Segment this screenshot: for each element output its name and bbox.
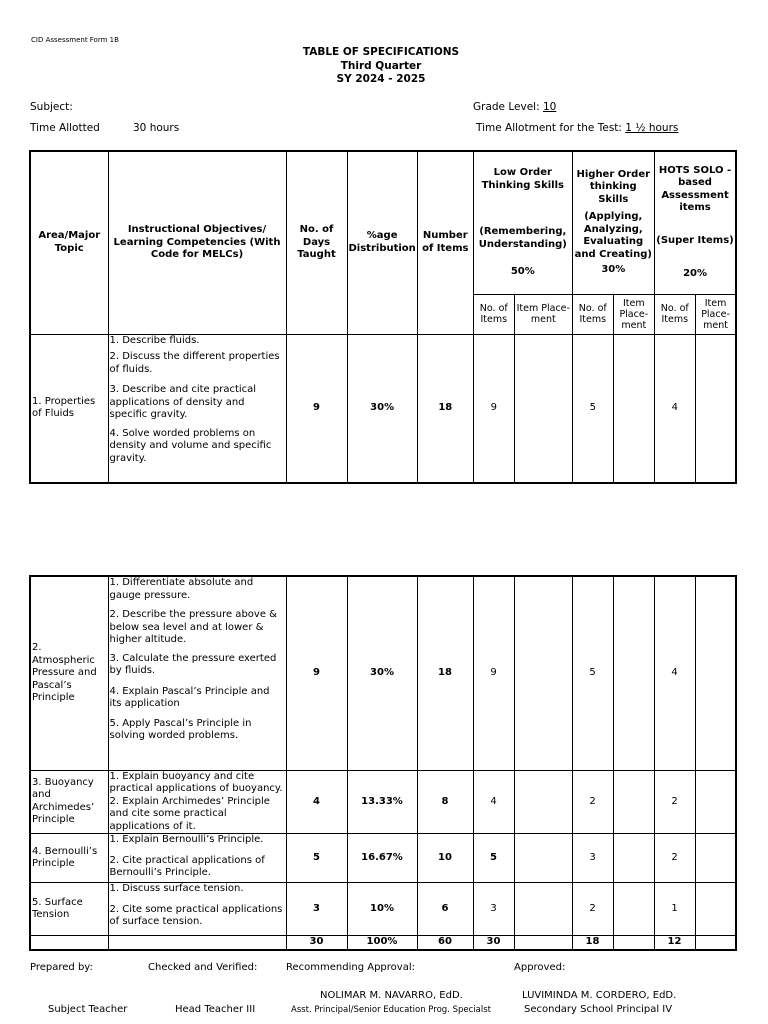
checked-label: Checked and Verified: xyxy=(148,962,258,973)
hots-placement-cell xyxy=(695,834,736,883)
totals-high-placement xyxy=(613,936,654,950)
high-no-items-header: No. of Items xyxy=(572,294,613,334)
hots-no-items-header: No. of Items xyxy=(654,294,695,334)
low-placement-cell xyxy=(514,576,572,770)
objective-item: 2. Discuss the different properties of fluids. xyxy=(109,351,280,375)
header-days: No. of Days Taught xyxy=(286,151,347,334)
subject-label: Subject: xyxy=(30,101,73,113)
items-cell: 18 xyxy=(417,334,473,483)
objective-item: 4. Explain Pascal’s Principle and its application xyxy=(109,685,270,709)
objective-item: 2. Explain Archimedes’ Principle and cite some practical applications of it. xyxy=(109,795,270,832)
hots-items-cell: 4 xyxy=(654,334,695,483)
area-cell: 2. Atmospheric Pressure and Pascal’s Principle xyxy=(30,576,108,770)
objective-item: 1. Discuss surface tension. xyxy=(109,883,244,894)
area-cell: 3. Buoyancy and Archimedes’ Principle xyxy=(30,770,108,834)
total-days: 30 xyxy=(286,936,347,950)
pct-cell: 13.33% xyxy=(347,770,417,834)
objectives-cell xyxy=(108,576,286,770)
totals-hots-placement xyxy=(695,936,736,950)
form-label: CID Assessment Form 1B xyxy=(31,36,119,44)
area-cell: 5. Surface Tension xyxy=(30,883,108,936)
low-no-items-header: No. of Items xyxy=(473,294,514,334)
head-teacher-title: Head Teacher III xyxy=(175,1004,256,1015)
low-items-cell: 4 xyxy=(473,770,514,834)
high-placement-cell xyxy=(613,576,654,770)
low-order-title: Low Order Thinking Skills xyxy=(481,167,564,191)
objectives-cell xyxy=(108,834,286,883)
low-placement-header: Item Place-ment xyxy=(514,294,572,334)
objectives-cell xyxy=(108,334,286,483)
totals-low-placement xyxy=(514,936,572,950)
high-items-cell: 2 xyxy=(572,883,613,936)
high-placement-cell xyxy=(613,770,654,834)
test-time-value: 1 ½ hours xyxy=(625,122,679,134)
table-row xyxy=(30,334,736,483)
high-items-cell: 5 xyxy=(572,576,613,770)
objective-item: 2. Cite some practical applications of surface tension. xyxy=(109,903,283,927)
high-placement-cell xyxy=(613,834,654,883)
area-cell: 4. Bernoulli’s Principle xyxy=(30,834,108,883)
objective-item: 2. Describe the pressure above & below sea level and at lower & higher altitude. xyxy=(109,609,277,645)
objective-item: 3. Describe and cite practical applications of density and specific gravity. xyxy=(109,384,257,420)
hots-title: HOTS SOLO - based Assessment items xyxy=(658,164,732,214)
higher-order-title: Higher Order thinking Skills xyxy=(576,168,651,205)
low-placement-cell xyxy=(514,883,572,936)
school-year-label: SY 2024 - 2025 xyxy=(336,73,426,85)
objective-item: 2. Cite practical applications of Bernoulli’s Principle. xyxy=(109,854,265,878)
items-cell: 18 xyxy=(417,576,473,770)
objective-item: 3. Calculate the pressure exerted by fluids. xyxy=(109,652,277,676)
hots-placement-header: Item Place-ment xyxy=(695,294,736,334)
low-items-cell: 9 xyxy=(473,334,514,483)
approver-title: Secondary School Principal IV xyxy=(524,1004,673,1015)
low-placement-cell xyxy=(514,770,572,834)
recommending-name: NOLIMAR M. NAVARRO, EdD. xyxy=(320,990,463,1001)
recommending-label: Recommending Approval: xyxy=(286,962,415,973)
header-items: Number of Items xyxy=(417,151,473,334)
hots-placement-cell xyxy=(695,334,736,483)
pct-cell: 30% xyxy=(347,576,417,770)
document-title: TABLE OF SPECIFICATIONS xyxy=(302,46,460,58)
items-cell: 6 xyxy=(417,883,473,936)
total-pct: 100% xyxy=(347,936,417,950)
objectives-cell xyxy=(108,770,286,834)
approver-name: LUVIMINDA M. CORDERO, EdD. xyxy=(522,990,677,1001)
hots-placement-cell xyxy=(695,576,736,770)
days-cell: 9 xyxy=(286,576,347,770)
approved-label: Approved: xyxy=(514,962,566,973)
objective-item: 1. Differentiate absolute and gauge pressure. xyxy=(109,577,254,601)
pct-cell: 16.67% xyxy=(347,834,417,883)
high-items-cell: 5 xyxy=(572,334,613,483)
header-area: Area/Major Topic xyxy=(30,151,108,334)
days-cell: 3 xyxy=(286,883,347,936)
hots-pct: 20% xyxy=(683,268,707,280)
hots-items-cell: 4 xyxy=(654,576,695,770)
low-items-cell: 3 xyxy=(473,883,514,936)
high-placement-header: Item Place-ment xyxy=(613,294,654,334)
tos-table-part1 xyxy=(29,150,737,484)
items-cell: 10 xyxy=(417,834,473,883)
objective-item: 4. Solve worded problems on density and volume and specific gravity. xyxy=(109,427,272,464)
objective-item: 1. Describe fluids. xyxy=(109,334,200,346)
items-cell: 8 xyxy=(417,770,473,834)
objective-item: 1. Explain Bernoulli’s Principle. xyxy=(109,834,264,845)
objectives-cell xyxy=(108,883,286,936)
objective-item: 1. Explain buoyancy and cite practical applications of buoyancy. xyxy=(109,770,283,794)
time-allotted-label: Time Allotted xyxy=(30,122,100,134)
totals-objectives-cell xyxy=(108,936,286,950)
high-placement-cell xyxy=(613,883,654,936)
total-items: 60 xyxy=(417,936,473,950)
quarter-label: Third Quarter xyxy=(340,60,422,72)
table-row xyxy=(30,576,736,770)
objective-item: 5. Apply Pascal’s Principle in solving worded problems. xyxy=(109,717,252,741)
hots-items-cell: 2 xyxy=(654,834,695,883)
low-order-pct: 50% xyxy=(510,266,535,277)
low-placement-cell xyxy=(514,334,572,483)
days-cell: 5 xyxy=(286,834,347,883)
low-items-cell: 5 xyxy=(473,834,514,883)
hots-items-cell: 1 xyxy=(654,883,695,936)
total-hots: 12 xyxy=(654,936,695,950)
days-cell: 9 xyxy=(286,334,347,483)
header-low-order xyxy=(473,151,572,294)
hots-placement-cell xyxy=(695,770,736,834)
high-items-cell: 3 xyxy=(572,834,613,883)
hots-sub: (Super Items) xyxy=(656,234,734,246)
prepared-by-label: Prepared by: xyxy=(30,962,93,973)
test-time-label: Time Allotment for the Test: xyxy=(476,122,622,134)
header-distribution: %age Distribution xyxy=(347,151,417,334)
days-cell: 4 xyxy=(286,770,347,834)
subject-teacher-title: Subject Teacher xyxy=(48,1004,128,1015)
table-row xyxy=(30,770,736,834)
test-time-allotment xyxy=(476,122,678,134)
area-cell: 1. Properties of Fluids xyxy=(30,334,108,483)
hots-placement-cell xyxy=(695,883,736,936)
grade-level-value: 10 xyxy=(542,101,557,113)
pct-cell: 10% xyxy=(347,883,417,936)
grade-level-label: Grade Level: xyxy=(473,101,540,113)
recommending-title: Asst. Principal/Senior Education Prog. Specialst xyxy=(291,1005,491,1015)
pct-cell: 30% xyxy=(347,334,417,483)
tos-table-part2 xyxy=(29,575,737,951)
grade-level xyxy=(473,101,556,113)
table-row xyxy=(30,834,736,883)
high-items-cell: 2 xyxy=(572,770,613,834)
total-high: 18 xyxy=(572,936,613,950)
higher-order-sub: (Applying, Analyzing, Evaluating and Creating) xyxy=(574,211,652,260)
low-order-sub: (Remembering, Understanding) xyxy=(478,226,567,250)
header-hots xyxy=(654,151,736,294)
table-row xyxy=(30,883,736,936)
header-objectives: Instructional Objectives/ Learning Competencies (With Code for MELCs) xyxy=(108,151,286,334)
low-placement-cell xyxy=(514,834,572,883)
totals-area-cell xyxy=(30,936,108,950)
time-allotted-value: 30 hours xyxy=(133,122,180,134)
high-placement-cell xyxy=(613,334,654,483)
total-low: 30 xyxy=(473,936,514,950)
hots-items-cell: 2 xyxy=(654,770,695,834)
header-higher-order xyxy=(572,151,654,294)
totals-row xyxy=(30,936,736,950)
higher-order-pct: 30% xyxy=(601,264,626,276)
low-items-cell: 9 xyxy=(473,576,514,770)
